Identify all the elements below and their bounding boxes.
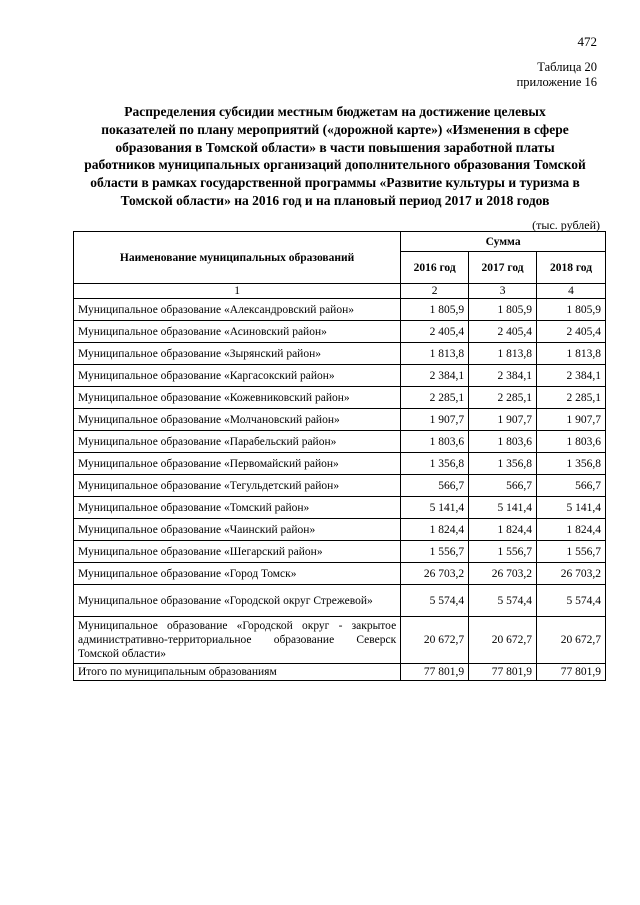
value-2016: 2 384,1: [401, 365, 469, 387]
value-2017: 1 556,7: [469, 541, 537, 563]
year-header-2017: 2017 год: [469, 252, 537, 284]
municipality-name: Муниципальное образование «Асиновский район»: [74, 321, 401, 343]
value-2017: 1 813,8: [469, 343, 537, 365]
table-row: [74, 431, 606, 453]
table-row: [74, 343, 606, 365]
value-2018: 5 574,4: [537, 585, 606, 617]
municipality-name: Муниципальное образование «Молчановский район»: [74, 409, 401, 431]
municipality-name: Муниципальное образование «Томский район»: [74, 497, 401, 519]
table-row: [74, 387, 606, 409]
value-2018: 1 356,8: [537, 453, 606, 475]
title-line: показателей по плану мероприятий («дорожной карте») «Изменения в сфере: [101, 121, 569, 137]
table-row: [74, 299, 606, 321]
table-row: [74, 585, 606, 617]
value-2017: 5 574,4: [469, 585, 537, 617]
value-2018: 1 813,8: [537, 343, 606, 365]
table-row: [74, 519, 606, 541]
value-2018: 2 384,1: [537, 365, 606, 387]
column-index-row: [74, 284, 606, 299]
municipality-name: Муниципальное образование «Тегульдетский район»: [74, 475, 401, 497]
name-column-header: Наименование муниципальных образований: [74, 232, 401, 284]
value-2016: 1 813,8: [401, 343, 469, 365]
column-index: 2: [401, 284, 469, 299]
title-line: Распределения субсидии местным бюджетам на достижение целевых: [124, 104, 546, 119]
total-row: [74, 664, 606, 681]
value-2018: 1 824,4: [537, 519, 606, 541]
table-row: [74, 453, 606, 475]
year-header-2018: 2018 год: [537, 252, 606, 284]
page-number: 472: [577, 34, 597, 49]
title-line: работников муниципальных организаций дополнительного образования Томской: [84, 157, 586, 173]
table-row: [74, 365, 606, 387]
value-2018: 566,7: [537, 475, 606, 497]
value-2017: 2 384,1: [469, 365, 537, 387]
value-2017: 2 405,4: [469, 321, 537, 343]
total-label: Итого по муниципальным образованиям: [74, 664, 401, 681]
value-2016: 5 141,4: [401, 497, 469, 519]
municipality-name: Муниципальное образование «Парабельский район»: [74, 431, 401, 453]
table-row: [74, 321, 606, 343]
value-2017: 1 805,9: [469, 299, 537, 321]
value-2017: 20 672,7: [469, 617, 537, 664]
value-2018: 26 703,2: [537, 563, 606, 585]
municipality-name: Муниципальное образование «Кожевниковский район»: [74, 387, 401, 409]
table-row: [74, 497, 606, 519]
table-label: [517, 60, 597, 90]
table-row: [74, 541, 606, 563]
column-index: 4: [537, 284, 606, 299]
municipality-name: Муниципальное образование «Первомайский район»: [74, 453, 401, 475]
municipality-name: Муниципальное образование «Городской округ - закрытое административно-территориальное образование Северск Томской области»: [74, 617, 401, 664]
value-2016: 2 405,4: [401, 321, 469, 343]
value-2016: 1 824,4: [401, 519, 469, 541]
value-2018: 5 141,4: [537, 497, 606, 519]
value-2018: 1 907,7: [537, 409, 606, 431]
municipality-name: Муниципальное образование «Чаинский район»: [74, 519, 401, 541]
value-2016: 20 672,7: [401, 617, 469, 664]
value-2016: 1 803,6: [401, 431, 469, 453]
value-2016: 1 907,7: [401, 409, 469, 431]
total-2017: 77 801,9: [469, 664, 537, 681]
total-2016: 77 801,9: [401, 664, 469, 681]
table-row: [74, 617, 606, 664]
municipality-name: Муниципальное образование «Городской округ Стрежевой»: [74, 585, 401, 617]
value-2017: 1 803,6: [469, 431, 537, 453]
year-header-2016: 2016 год: [401, 252, 469, 284]
table-row: [74, 475, 606, 497]
value-2016: 566,7: [401, 475, 469, 497]
value-2016: 5 574,4: [401, 585, 469, 617]
value-2018: 20 672,7: [537, 617, 606, 664]
value-2017: 1 824,4: [469, 519, 537, 541]
value-2017: 1 356,8: [469, 453, 537, 475]
municipality-name: Муниципальное образование «Александровский район»: [74, 299, 401, 321]
municipality-name: Муниципальное образование «Каргасокский район»: [74, 365, 401, 387]
title-line: области в рамках государственной программы «Развитие культуры и туризма в: [90, 175, 580, 191]
value-2016: 1 805,9: [401, 299, 469, 321]
column-index: 3: [469, 284, 537, 299]
value-2017: 26 703,2: [469, 563, 537, 585]
value-2018: 1 805,9: [537, 299, 606, 321]
sum-column-header: Сумма: [401, 232, 606, 252]
title-line: образования в Томской области» в части повышения заработной платы: [115, 139, 555, 155]
table-number: Таблица 20: [537, 60, 597, 74]
value-2018: 1 803,6: [537, 431, 606, 453]
value-2017: 1 907,7: [469, 409, 537, 431]
appendix-label: приложение 16: [516, 75, 597, 89]
column-index: 1: [74, 284, 401, 299]
value-2018: 2 405,4: [537, 321, 606, 343]
value-2018: 1 556,7: [537, 541, 606, 563]
table-row: [74, 563, 606, 585]
value-2016: 1 556,7: [401, 541, 469, 563]
value-2017: 2 285,1: [469, 387, 537, 409]
municipality-name: Муниципальное образование «Город Томск»: [74, 563, 401, 585]
value-2016: 1 356,8: [401, 453, 469, 475]
value-2016: 2 285,1: [401, 387, 469, 409]
title-line: Томской области» на 2016 год и на плановый период 2017 и 2018 годов: [120, 192, 550, 208]
value-2017: 5 141,4: [469, 497, 537, 519]
value-2016: 26 703,2: [401, 563, 469, 585]
document-title: [70, 103, 600, 210]
value-2018: 2 285,1: [537, 387, 606, 409]
municipality-name: Муниципальное образование «Шегарский район»: [74, 541, 401, 563]
subsidy-table: [73, 231, 606, 681]
value-2017: 566,7: [469, 475, 537, 497]
header-row: [74, 232, 606, 252]
units-label: (тыс. рублей): [532, 218, 600, 232]
municipality-name: Муниципальное образование «Зырянский район»: [74, 343, 401, 365]
total-2018: 77 801,9: [537, 664, 606, 681]
table-row: [74, 409, 606, 431]
